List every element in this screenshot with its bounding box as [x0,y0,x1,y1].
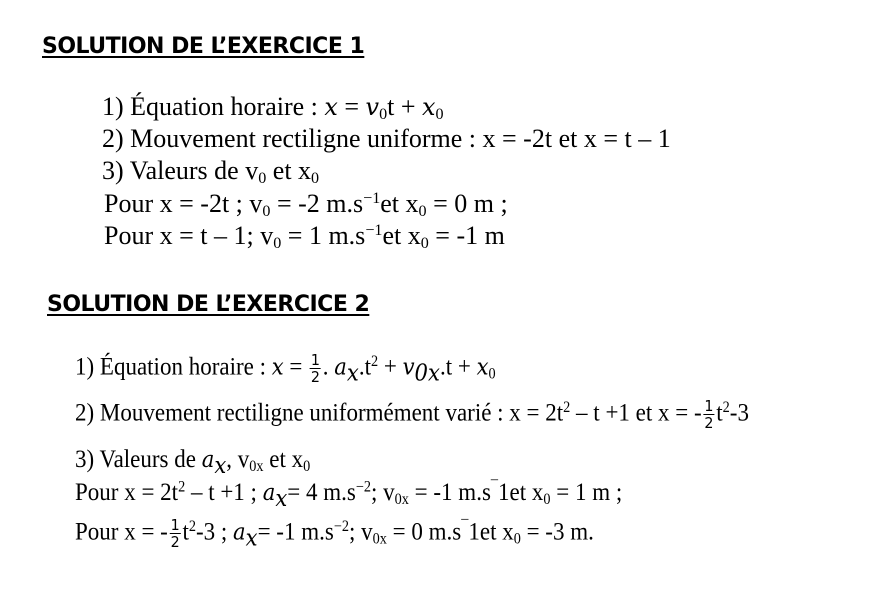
math-sub-x: x [214,452,227,479]
item-number: 3) [102,156,124,185]
text-e: = -1 m.s [408,479,491,506]
ex2-pour-2 [75,517,594,551]
frac-num: 1 [310,351,320,369]
text-d: = 0 m ; [426,189,508,218]
item-number: 1) [75,353,95,381]
item-label: Équation horaire : [99,353,272,381]
text-c: = -1 m.s [257,518,334,546]
item-end: -3 [729,399,749,427]
fraction-half [310,352,321,386]
frac-num: 1 [170,516,180,534]
item-mid: – t +1 et x = - [570,399,702,427]
text-e: = 0 m.s [386,518,462,546]
text-b: = -2 m.s [270,189,364,218]
ex1-pour-1 [104,189,508,219]
text-g: = -3 m. [520,518,594,546]
sub-0x: 0x [394,490,409,508]
ex2-item-1 [75,352,496,386]
text-b: – t +1 ; [185,479,263,506]
math-sub-0b: 0 [435,106,444,124]
math-eq: = [337,92,366,121]
item-mid: et x [266,156,312,185]
math-x0: x [422,93,436,121]
ex1-item-2 [102,124,671,154]
math-sub-x: x [346,360,359,387]
math-t: t [387,92,395,121]
math-plus: + [394,92,423,121]
math-eq: = [283,353,309,381]
math-t: t [182,518,189,546]
math-x0: x [476,354,489,381]
fraction-half [703,398,714,432]
ex2-item-3 [75,445,311,479]
frac-den: 2 [170,533,180,552]
math-a: a [233,519,246,546]
text-a: Pour x = -2t ; v [104,189,263,218]
math-sub-0: 0 [379,106,388,124]
ex1-pour-2 [104,221,505,251]
math-a: a [334,354,347,381]
fraction-half [170,517,181,551]
text-c: = 4 m.s [287,479,356,506]
sub-0: 0 [543,490,551,508]
item-label: Valeurs de [99,446,202,473]
item-text: Mouvement rectiligne uniformément varié : x = 2t [99,399,564,427]
frac-num: 1 [704,397,714,415]
sup-2: 2 [370,352,379,370]
math-v: v [402,354,415,381]
text-g: = 1 m ; [550,479,623,506]
sub-0: 0 [258,170,267,188]
text-d: = -1 m [428,221,505,250]
sup-2: 2 [188,517,196,535]
ex1-item-3 [102,156,319,186]
text-f: 1et x [498,479,544,506]
text-d: ; v [349,518,373,546]
sub-0: 0 [273,235,282,253]
sub-0b: 0 [418,203,427,221]
text-a: Pour x = - [75,518,168,546]
sup-minus2: −2 [355,478,372,496]
item-label: Valeurs de v [129,156,259,185]
frac-den: 2 [310,368,320,387]
heading-exercise-1: SOLUTION DE L’EXERCICE 1 [42,34,365,59]
sub-0: 0 [262,203,271,221]
math-v: v [365,93,380,121]
math-t: t [716,399,723,427]
text-c: et x [382,221,421,250]
sub-0b: 0 [311,170,320,188]
item-number: 2) [102,124,124,153]
sub-0b: 0 [420,235,429,253]
text-a: Pour x = t – 1; v [104,221,274,250]
sup-2: 2 [563,398,571,416]
math-sub-0: 0 [488,365,496,383]
ex2-item-2 [75,398,749,432]
math-a: a [201,447,215,473]
item-end: et x [263,446,304,473]
frac-den: 2 [704,414,714,433]
sub-0x: 0x [372,530,387,548]
sub-0x: 0x [249,457,264,475]
item-text: Mouvement rectiligne uniforme : x = -2t et x = t – 1 [130,124,671,153]
text-a: Pour x = 2t [75,479,179,506]
math-dot-t2: .t [439,353,453,381]
math-sub-0x: 0x [414,360,440,387]
sup-minus1: −1 [363,190,381,208]
text-c: et x [380,189,419,218]
heading-exercise-2: SOLUTION DE L’EXERCICE 2 [47,292,370,317]
text-b: = 1 m.s [281,221,366,250]
sub-0: 0 [513,530,521,548]
sup-macron: ¯ [461,517,469,535]
ex2-pour-1 [75,478,623,512]
math-x: x [271,354,284,381]
ex1-item-1 [102,92,444,122]
item-mid: , v [226,446,250,473]
item-number: 1) [102,92,124,121]
sup-2: 2 [178,478,186,496]
math-plus: + [378,353,403,381]
math-sub-x: x [245,525,258,552]
item-number: 2) [75,399,95,427]
sub-0: 0 [303,457,311,475]
math-a: a [262,480,276,506]
math-x: x [324,93,338,121]
item-label: Équation horaire : [130,92,325,121]
math-dot: . [322,353,329,381]
text-b: -3 ; [195,518,234,546]
sup-macron: ¯ [490,478,499,496]
math-plus2: + [452,353,477,381]
text-d: ; v [371,479,395,506]
item-number: 3) [75,446,95,473]
sup-minus1: −1 [365,222,383,240]
sup-minus2: −2 [333,517,350,535]
math-dot-t: .t [358,353,371,381]
math-sub-x: x [275,485,288,512]
text-f: 1et x [468,518,514,546]
sup-2b: 2 [722,398,730,416]
